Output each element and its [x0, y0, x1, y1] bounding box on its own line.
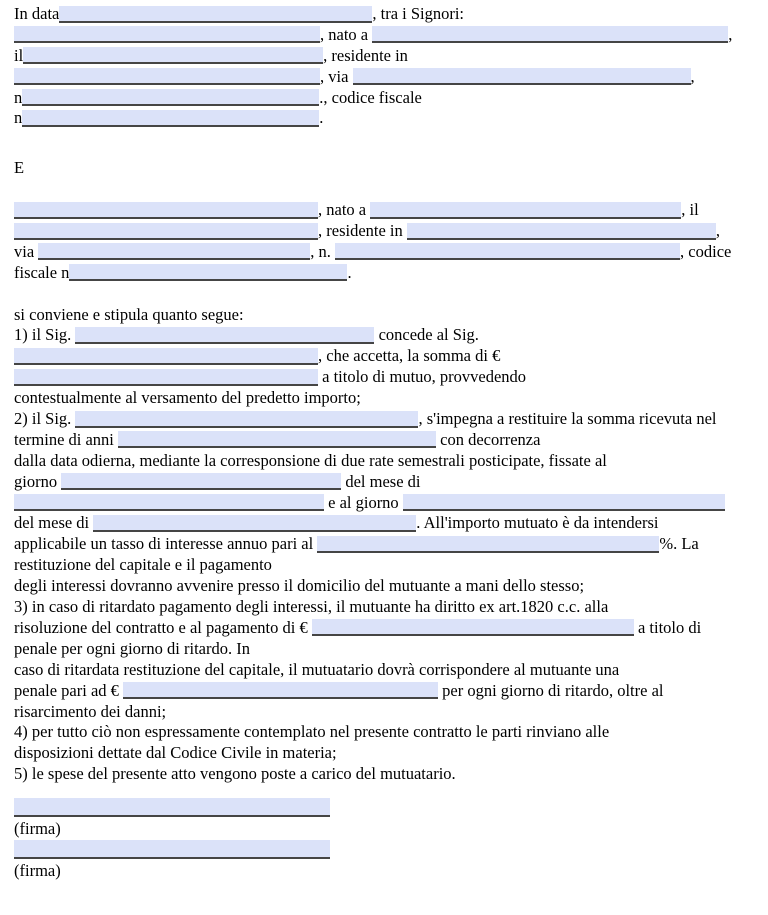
field-mese-rata-2[interactable]: [93, 515, 416, 532]
doc-line: [14, 325, 755, 346]
field-mutuatario-clausola-1[interactable]: [14, 348, 318, 365]
field-importo-mutuo[interactable]: [14, 369, 318, 386]
text-run: risoluzione del contratto e al pagamento di €: [14, 617, 312, 637]
blank-line: [14, 129, 755, 158]
text-run: n: [14, 108, 23, 128]
doc-line: [14, 660, 755, 681]
doc-line: [14, 555, 755, 576]
doc-line: [14, 430, 755, 451]
text-run: (firma): [14, 860, 61, 880]
text-run: , via: [320, 66, 353, 86]
text-run: E: [14, 158, 25, 178]
doc-line: [14, 764, 755, 785]
blank-line: [14, 785, 755, 798]
text-run: giorno: [14, 471, 62, 491]
text-run: degli interessi dovranno avvenire presso il domicilio del mutuante a mani dello stesso;: [14, 576, 585, 596]
field-mutuatario-clausola-2[interactable]: [75, 411, 418, 428]
field-data-nascita-mutuante[interactable]: [23, 47, 323, 64]
text-run: per ogni giorno di ritardo, oltre al: [438, 680, 664, 700]
text-run: , codice: [680, 241, 732, 261]
doc-line: [14, 242, 755, 263]
field-firma-mutuatario[interactable]: [14, 840, 330, 859]
field-penale-giornaliera-capitale[interactable]: [123, 682, 438, 699]
doc-line: [14, 108, 755, 129]
doc-line: [14, 200, 755, 221]
field-giorno-rata-2[interactable]: [403, 494, 725, 511]
doc-line: [14, 597, 755, 618]
text-run: 1) il Sig.: [14, 325, 76, 345]
text-run: applicabile un tasso di interesse annuo pari al: [14, 534, 318, 554]
doc-line: [14, 639, 755, 660]
text-run: , s'impegna a restituire la somma ricevuta nel: [418, 409, 717, 429]
text-run: restituzione del capitale e il pagamento: [14, 555, 272, 575]
doc-line: [14, 388, 755, 409]
field-data-contratto[interactable]: [59, 6, 372, 23]
field-penale-giornaliera-interessi[interactable]: [312, 619, 634, 636]
doc-line: [14, 513, 755, 534]
text-run: disposizioni dettate dal Codice Civile in materia;: [14, 743, 337, 763]
text-run: ,: [728, 24, 733, 44]
text-run: ,: [690, 66, 695, 86]
field-mese-rata-1[interactable]: [14, 494, 324, 511]
text-run: termine di anni: [14, 429, 119, 449]
doc-line: [14, 67, 755, 88]
text-run: caso di ritardata restituzione del capitale, il mutuatario dovrà corrispondere al mutuante una: [14, 659, 620, 679]
text-run: , nato a: [318, 200, 371, 220]
text-run: , che accetta, la somma di €: [318, 346, 501, 366]
text-run: e al giorno: [324, 492, 403, 512]
text-run: , nato a: [320, 24, 373, 44]
text-run: n: [14, 87, 23, 107]
text-run: del mese di: [14, 513, 94, 533]
field-nome-mutuante[interactable]: [14, 26, 320, 43]
text-run: 4) per tutto ciò non espressamente contemplato nel presente contratto le parti rinviano alle: [14, 722, 610, 742]
field-mutuante-clausola-1[interactable]: [75, 327, 374, 344]
text-run: .: [319, 108, 324, 128]
text-run: .: [347, 262, 352, 282]
field-citta-residenza-mutuante[interactable]: [14, 68, 320, 85]
field-via-mutuatario[interactable]: [38, 243, 310, 260]
text-run: a titolo di: [633, 617, 702, 637]
text-run: concede al Sig.: [374, 325, 479, 345]
doc-line: [14, 819, 755, 840]
doc-line: [14, 263, 755, 284]
doc-line: [14, 88, 755, 109]
text-run: %. La: [659, 534, 699, 554]
text-run: 2) il Sig.: [14, 409, 76, 429]
doc-line: [14, 798, 755, 819]
doc-line: [14, 25, 755, 46]
doc-line: [14, 702, 755, 723]
doc-line: [14, 409, 755, 430]
text-run: penale per ogni giorno di ritardo. In: [14, 638, 250, 658]
field-giorno-rata-1[interactable]: [61, 473, 341, 490]
text-run: 5) le spese del presente atto vengono poste a carico del mutuatario.: [14, 764, 456, 784]
doc-line: [14, 681, 755, 702]
text-run: a titolo di mutuo, provvedendo: [318, 367, 527, 387]
text-run: , il: [681, 200, 699, 220]
text-run: , residente in: [318, 221, 407, 241]
doc-line: [14, 840, 755, 861]
field-via-mutuante[interactable]: [353, 68, 691, 85]
field-tasso-interesse[interactable]: [317, 536, 659, 553]
text-run: fiscale n: [14, 262, 70, 282]
field-anni-termine[interactable]: [118, 431, 436, 448]
text-run: contestualmente al versamento del predetto importo;: [14, 388, 361, 408]
doc-line: [14, 158, 755, 179]
field-data-nascita-mutuatario[interactable]: [14, 223, 318, 240]
field-nome-mutuatario[interactable]: [14, 202, 318, 219]
doc-line: [14, 472, 755, 493]
text-run: via: [14, 241, 39, 261]
field-numero-civico-mutuante[interactable]: [22, 89, 319, 106]
text-run: il: [14, 45, 24, 65]
text-run: , n.: [310, 241, 336, 261]
blank-line: [14, 284, 755, 305]
text-run: con decorrenza: [436, 429, 541, 449]
doc-line: [14, 534, 755, 555]
doc-line: [14, 305, 755, 326]
text-run: In data: [14, 4, 60, 23]
field-numero-civico-mutuatario[interactable]: [335, 243, 680, 260]
doc-line: [14, 743, 755, 764]
doc-line: [14, 451, 755, 472]
text-run: risarcimento dei danni;: [14, 701, 167, 721]
field-codice-fiscale-mutuatario[interactable]: [69, 264, 347, 281]
text-run: ,: [715, 221, 721, 241]
text-run: , residente in: [323, 45, 408, 65]
doc-line: [14, 46, 755, 67]
field-citta-residenza-mutuatario[interactable]: [407, 223, 716, 240]
doc-line: [14, 4, 755, 25]
text-run: del mese di: [341, 471, 421, 491]
text-run: (firma): [14, 818, 61, 838]
doc-line: [14, 722, 755, 743]
field-codice-fiscale-mutuante[interactable]: [22, 110, 319, 127]
text-run: , tra i Signori:: [372, 4, 465, 23]
doc-line: [14, 367, 755, 388]
doc-line: [14, 221, 755, 242]
doc-line: [14, 493, 755, 514]
text-run: penale pari ad €: [14, 680, 124, 700]
blank-line: [14, 179, 755, 200]
field-firma-mutuante[interactable]: [14, 798, 330, 817]
doc-line: [14, 346, 755, 367]
text-run: ., codice fiscale: [319, 87, 422, 107]
doc-line: [14, 861, 755, 882]
doc-line: [14, 618, 755, 639]
field-luogo-nascita-mutuatario[interactable]: [370, 202, 681, 219]
text-run: si conviene e stipula quanto segue:: [14, 304, 244, 324]
field-luogo-nascita-mutuante[interactable]: [372, 26, 728, 43]
text-run: dalla data odierna, mediante la corresponsione di due rate semestrali posticipate, fissate al: [14, 450, 607, 470]
text-run: 3) in caso di ritardato pagamento degli interessi, il mutuante ha diritto ex art.1820 c.c. alla: [14, 597, 609, 617]
text-run: . All'importo mutuato è da intendersi: [416, 513, 659, 533]
doc-line: [14, 576, 755, 597]
